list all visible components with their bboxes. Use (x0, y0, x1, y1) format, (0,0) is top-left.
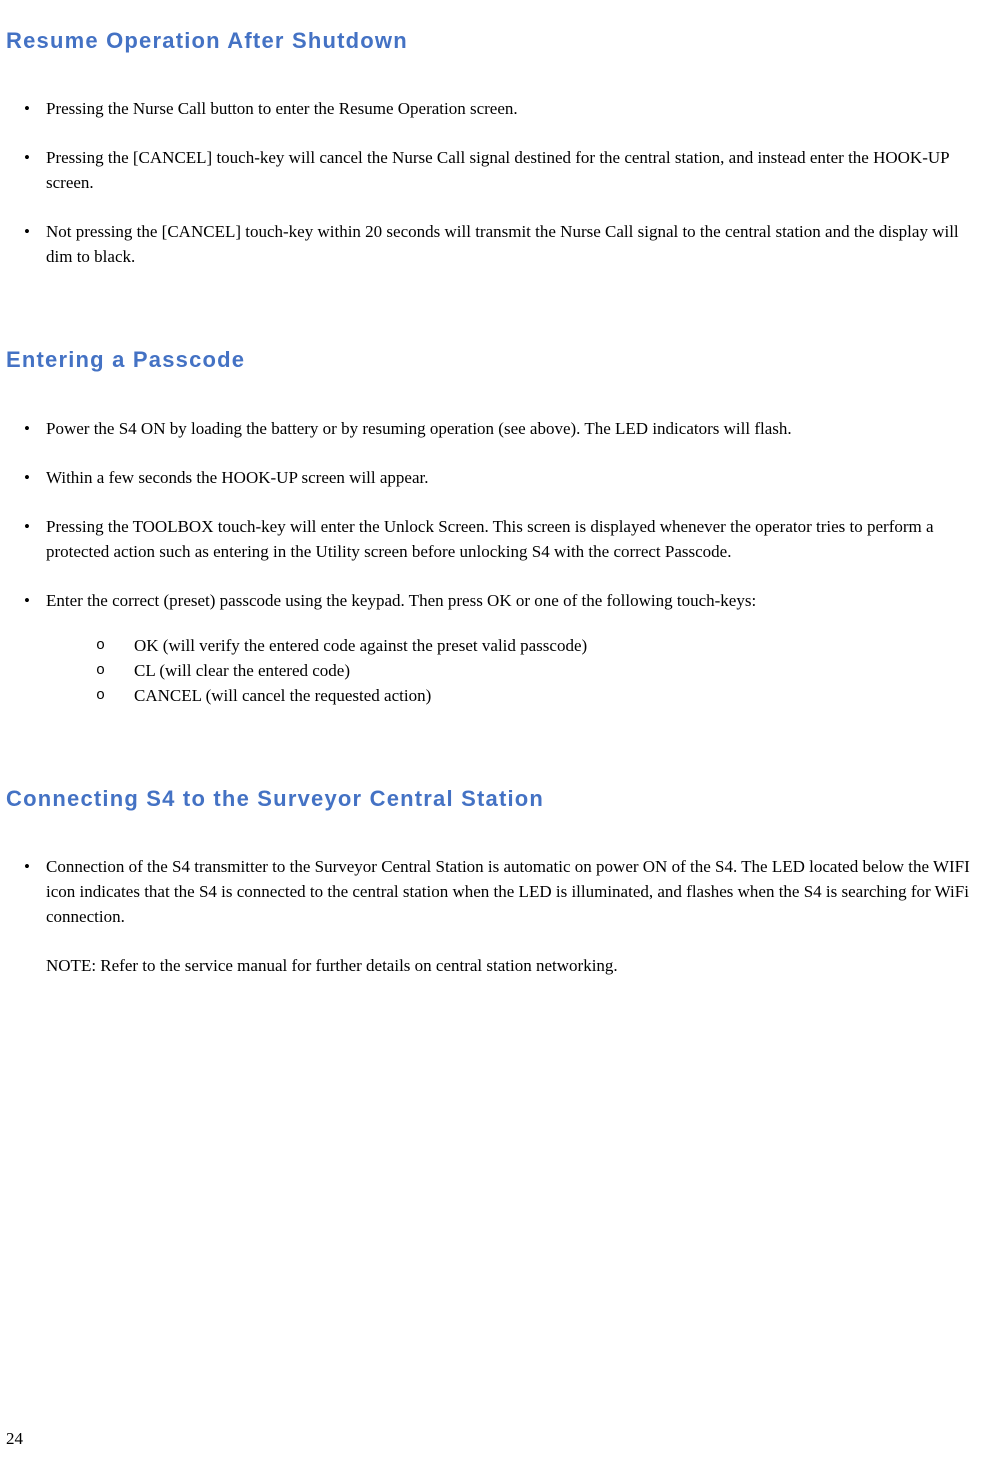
bullet-text: Power the S4 ON by loading the battery or by resuming operation (see above). The LED indicators will flash. (46, 418, 792, 438)
bullet-icon: • (24, 148, 30, 168)
sub-bullet-list (46, 633, 975, 708)
section-heading-resume-operation: Resume Operation After Shutdown (6, 28, 408, 53)
bullet-icon: • (24, 857, 30, 877)
bullet-text: Within a few seconds the HOOK-UP screen will appear. (46, 467, 429, 487)
bullet-icon: • (24, 222, 30, 242)
sub-bullet-text: CL (will clear the entered code) (134, 660, 351, 680)
list-item (6, 219, 975, 269)
bullet-text: Pressing the Nurse Call button to enter the Resume Operation screen. (46, 99, 518, 119)
list-item (6, 854, 975, 929)
bullet-text: Pressing the [CANCEL] touch-key will cancel the Nurse Call signal destined for the central station, and instead enter the HOOK-UP screen. (46, 148, 949, 193)
bullet-text: Pressing the TOOLBOX touch-key will enter the Unlock Screen. This screen is displayed whenever the operator tries to perform a protected action such as entering in the Utility screen before unlocking S4 with the correct Passcode. (46, 516, 934, 561)
bullet-icon: • (24, 418, 30, 438)
sub-list-item (46, 658, 975, 683)
bullet-list (6, 854, 975, 929)
section-connecting-central-station (6, 786, 975, 978)
sub-bullet-icon: o (96, 636, 106, 654)
section-heading-connecting-central-station: Connecting S4 to the Surveyor Central Station (6, 785, 545, 811)
bullet-icon: • (24, 590, 30, 610)
list-item (6, 465, 975, 490)
section-resume-operation (6, 28, 975, 269)
bullet-text: Enter the correct (preset) passcode using the keypad. Then press OK or one of the following touch-keys: (46, 590, 757, 610)
list-item (6, 514, 975, 564)
bullet-list (6, 96, 975, 269)
bullet-icon: • (24, 99, 30, 119)
section-heading-entering-passcode: Entering a Passcode (6, 347, 246, 373)
note-text: NOTE: Refer to the service manual for further details on central station networking. (46, 956, 618, 976)
bullet-icon: • (24, 516, 30, 536)
page-number: 24 (6, 1429, 23, 1448)
list-item (6, 145, 975, 195)
sub-bullet-text: CANCEL (will cancel the requested action) (134, 685, 432, 705)
bullet-icon: • (24, 467, 30, 487)
sub-bullet-text: OK (will verify the entered code against the preset valid passcode) (134, 635, 588, 655)
bullet-text: Not pressing the [CANCEL] touch-key within 20 seconds will transmit the Nurse Call signal to the central station and the display will dim to black. (46, 222, 959, 267)
sub-list-item (46, 683, 975, 708)
list-item (6, 416, 975, 441)
sub-list-item (46, 633, 975, 658)
sub-bullet-icon: o (96, 686, 106, 704)
bullet-text: Connection of the S4 transmitter to the Surveyor Central Station is automatic on power ON of the S4. The LED located below the WIFI icon indicates that the S4 is connected to the central station when the LED is illuminated, and flashes when the S4 is searching for WiFi connection. (46, 857, 970, 927)
section-entering-passcode (6, 347, 975, 707)
sub-bullet-icon: o (96, 661, 106, 679)
list-item (6, 588, 975, 708)
list-item (6, 96, 975, 121)
bullet-list (6, 416, 975, 708)
